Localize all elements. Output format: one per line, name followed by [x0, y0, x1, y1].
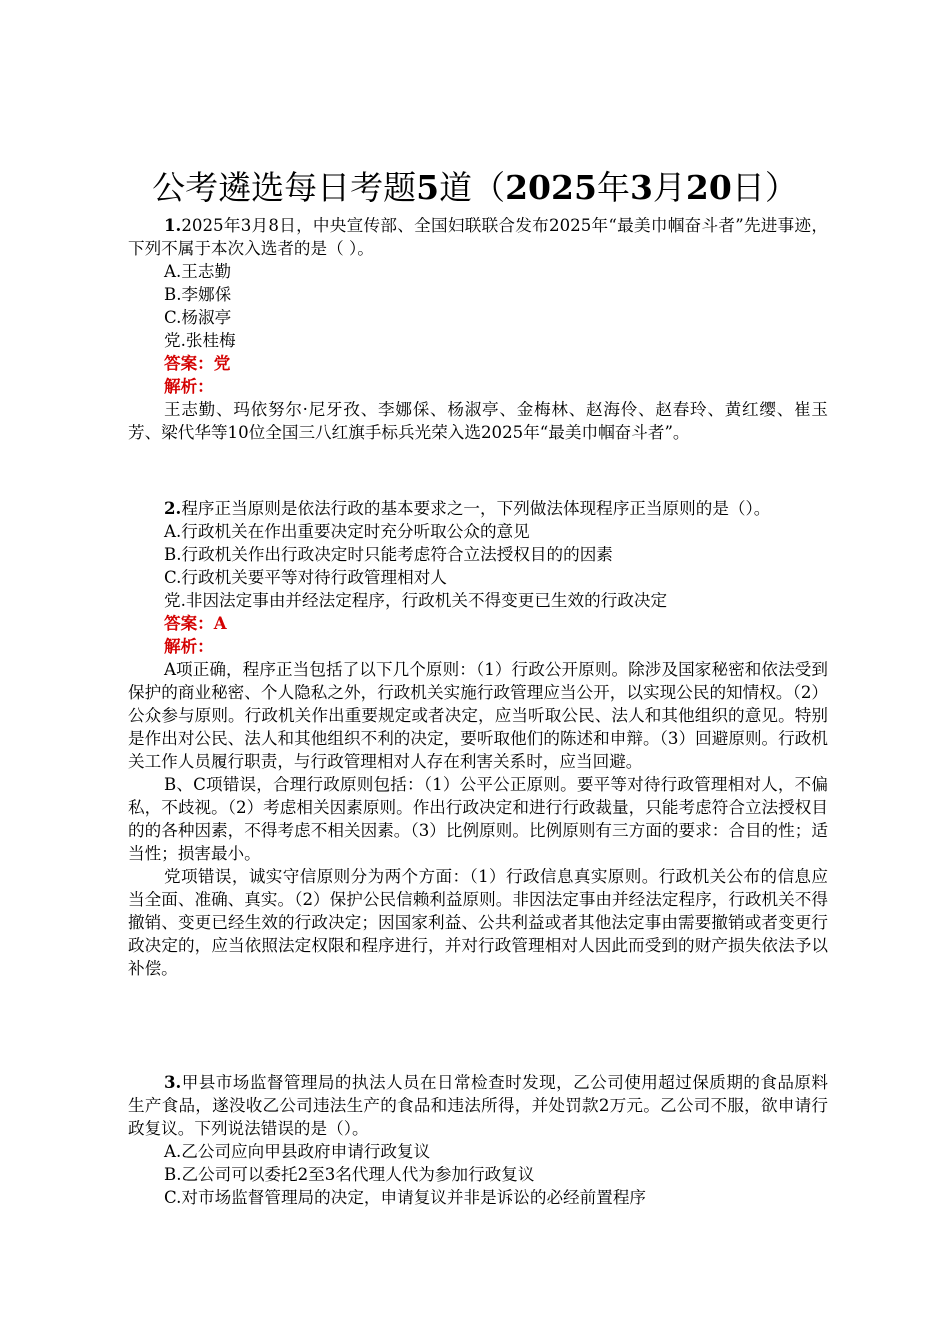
option-c: C.行政机关要平等对待行政管理相对人	[164, 568, 447, 587]
question-text: 2025年3月8日，中央宣传部、全国妇联联合发布2025年“最美巾帼奋斗者”先进事迹，下列不属于本次入选者的是（ ）。	[128, 216, 828, 258]
title-text: 公考遴选每日考题	[152, 168, 417, 207]
question-number: 1.	[164, 215, 182, 235]
title-text: 年	[596, 168, 630, 207]
analysis-paragraph: B、C项错误，合理行政原则包括：（1）公平公正原则。要平等对待行政管理相对人，不偏私，不歧视。（2）考虑相关因素原则。作出行政决定和进行行政裁量，只能考虑符合立法授权目的的各种因素，不得考虑不相关因素。（3）比例原则。比例原则有三方面的要求：合目的性；适当性；损害最小。	[128, 775, 828, 863]
analysis-paragraph: 王志勤、玛依努尔·尼牙孜、李娜倸、杨淑亭、金梅林、赵海伶、赵春玲、黄红缨、崔玉芳、梁代华等10位全国三八红旗手标兵光荣入选2025年“最美巾帼奋斗者”。	[128, 400, 828, 442]
question-number: 2.	[164, 498, 182, 518]
question-number: 3.	[164, 1072, 182, 1092]
question-1	[128, 214, 828, 444]
option-d: 党.非因法定事由并经法定程序，行政机关不得变更已生效的行政决定	[164, 591, 668, 610]
option-a: A.乙公司应向甲县政府申请行政复议	[164, 1142, 431, 1161]
analysis-paragraph: A项正确，程序正当包括了以下几个原则：（1）行政公开原则。除涉及国家秘密和依法受到保护的商业秘密、个人隐私之外，行政机关实施行政管理应当公开，以实现公民的知情权。（2）公众参与原则。行政机关作出重要规定或者决定，应当听取公民、法人和其他组织的意见。特别是作出对公民、法人和其他组织不利的决定，要听取他们的陈述和申辩。（3）回避原则。行政机关工作人员履行职责，与行政管理相对人存在利害关系时，应当回避。	[128, 660, 828, 771]
title-month: 3	[629, 168, 653, 207]
question-text: 程序正当原则是依法行政的基本要求之一，下列做法体现程序正当原则的是（）。	[181, 499, 771, 518]
analysis-paragraph: 党项错误，诚实守信原则分为两个方面：（1）行政信息真实原则。行政机关公布的信息应当全面、准确、真实。（2）保护公民信赖利益原则。非因法定事由并经法定程序，行政机关不得撤销、变更已经生效的行政决定；因国家利益、公共利益或者其他法定事由需要撤销或者变更行政决定的，应当依照法定权限和程序进行，并对行政管理相对人因此而受到的财产损失依法予以补偿。	[128, 867, 828, 978]
option-d: 党.张桂梅	[164, 331, 236, 350]
question-2	[128, 497, 828, 980]
option-c: C.对市场监督管理局的决定，申请复议并非是诉讼的必经前置程序	[164, 1188, 647, 1207]
analysis-label: 解析：	[164, 376, 214, 396]
option-a: A.王志勤	[164, 262, 232, 281]
option-b: B.行政机关作出行政决定时只能考虑符合立法授权目的的因素	[164, 545, 613, 564]
title-year: 2025	[505, 168, 597, 207]
title-text: 道（	[439, 168, 506, 207]
question-stem	[128, 214, 828, 260]
page-title	[0, 168, 950, 208]
title-day: 20	[685, 168, 732, 207]
title-text: 日）	[731, 168, 798, 207]
question-text: 甲县市场监督管理局的执法人员在日常检查时发现，乙公司使用超过保质期的食品原料生产食品，遂没收乙公司违法生产的食品和违法所得，并处罚款2万元。乙公司不服，欲申请行政复议。下列说法错误的是（）。	[128, 1073, 828, 1138]
question-3	[128, 1071, 828, 1209]
option-a: A.行政机关在作出重要决定时充分听取公众的意见	[164, 522, 530, 541]
question-stem	[128, 497, 828, 520]
answer-label: 答案：A	[164, 613, 227, 633]
answer-label: 答案：党	[164, 353, 231, 373]
option-c: C.杨淑亭	[164, 308, 232, 327]
title-number: 5	[416, 168, 440, 207]
title-text: 月	[652, 168, 686, 207]
option-b: B.李娜倸	[164, 285, 232, 304]
question-stem	[128, 1071, 828, 1140]
analysis-label: 解析：	[164, 636, 214, 656]
option-b: B.乙公司可以委托2至3名代理人代为参加行政复议	[164, 1165, 535, 1184]
